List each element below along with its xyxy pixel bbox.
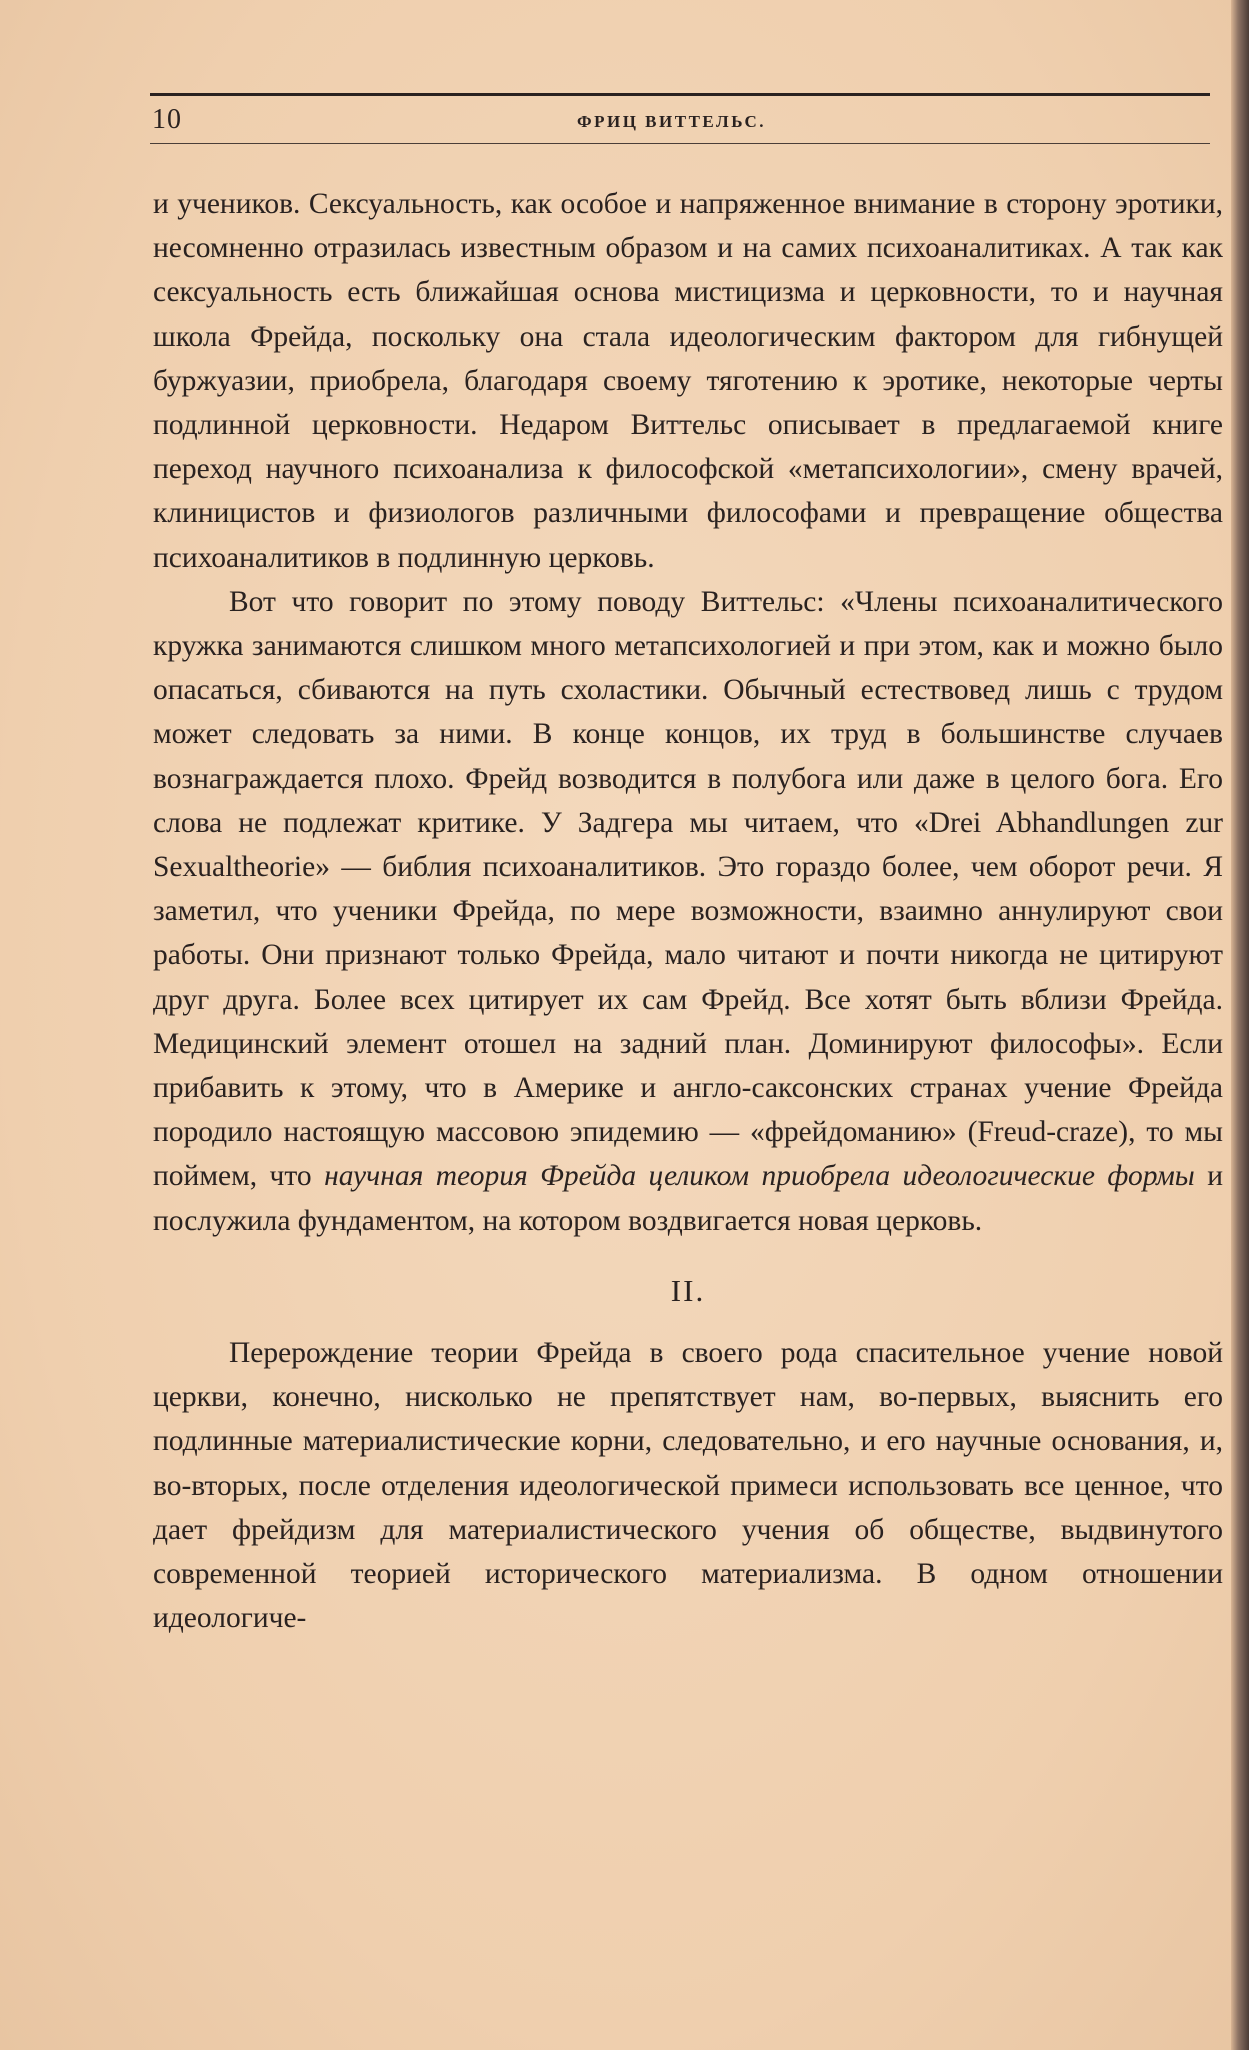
paragraph-2-start: Вот что говорит по этому поводу Виттельс: «Члены психоаналитического кружка занимаются слишком много метапсихологией и при этом, как и можно было опасаться, сбиваются на путь схоластики. Обычный естествовед лишь с трудом может следовать за ними. В конце концов, их труд в большинстве случаев вознаграждается плохо. Фрейд возводится в полубога или даже в целого бога. Его слова не подлежат критике. У Задгера мы читаем, что «Drei Abhandlungen zur Sexualtheorie» — библия психоаналитиков. Это гораздо более, чем оборот речи. Я заметил, что ученики Фрейда, по мере возможности, взаимно аннулируют свои работы. Они признают только Фрейда, мало читают и почти никогда не цитируют друг друга. Более всех цитирует их сам Фрейд. Все хотят быть вблизи Фрейда. Медицинский элемент отошел на задний план. Доминируют философы». Если прибавить к этому, что в Америке и англо-саксонских странах учение Фрейда породило настоящую массовою эпидемию — «фрейдоманию» (Freud-craze), то мы поймем, что: [153, 585, 1223, 1193]
paragraph-3: Перерождение теории Фрейда в своего рода спасительное учение новой церкви, конечно, нисколько не препятствует нам, во-первых, выяснить его подлинные материалистические корни, следовательно, и его научные основания, и, во-вторых, после отделения идеологической примеси использовать все ценное, что дает фрейдизм для материалистического учения об обществе, выдвинутого современной теорией исторического материализма. В одном отношении идеологиче-: [153, 1337, 1223, 1635]
running-head: ФРИЦ ВИТТЕЛЬС.: [577, 112, 767, 131]
section-heading: II.: [670, 1272, 706, 1308]
header-rule-top: [150, 93, 1210, 96]
body-text: [153, 182, 1223, 1641]
paragraph-1: и учеников. Сексуальность, как особое и напряженное внимание в сторону эротики, несомненно отразилась известным образом и на самих психоаналитиках. А так как сексуальность есть ближайшая основа мистицизма и церковности, то и научная школа Фрейда, поскольку она стала идеологическим фактором для гибнущей буржуазии, приобрела, благодаря своему тяготению к эротике, некоторые черты подлинной церковности. Недаром Виттельс описывает в предлагаемой книге переход научного психоанализа к философской «метапсихологии», смену врачей, клиницистов и физиологов различными философами и превращение общества психоаналитиков в подлинную церковь.: [153, 188, 1223, 574]
paragraph-2-italic: научная теория Фрейда целиком приобрела идеологические формы: [324, 1160, 1195, 1193]
paragraph-2: [153, 580, 1223, 1243]
paragraph-2-end: и послужила фундаментом, на котором воздвигается новая церковь.: [153, 1160, 1224, 1237]
header-rule-bottom: [150, 143, 1210, 144]
page-binding-edge: [1231, 0, 1249, 2050]
page-number: 10: [152, 104, 182, 135]
